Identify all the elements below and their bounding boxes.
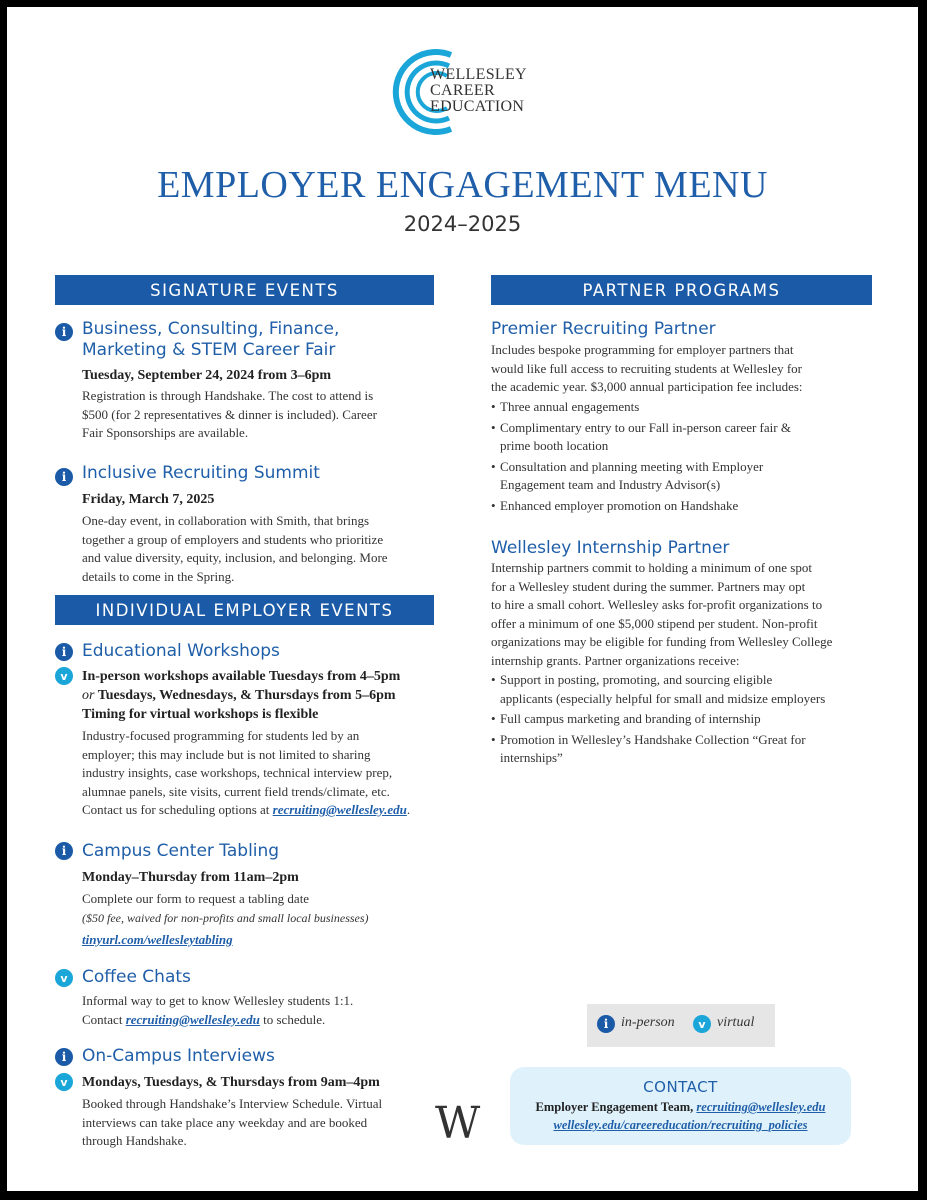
contact-text: .: [406, 802, 411, 817]
premier-partner-title: Premier Recruiting Partner: [491, 319, 716, 339]
interviews-title: On-Campus Interviews: [82, 1046, 275, 1066]
email-link[interactable]: recruiting@wellesley.edu: [125, 1011, 260, 1027]
coffee-chats-description: [82, 992, 353, 1029]
career-fair-date: Tuesday, September 24, 2024 from 3–6pm: [82, 368, 332, 383]
text-line: One-day event, in collaboration with Smith, that brings: [82, 513, 370, 528]
text-line: Complete our form to request a tabling date: [82, 891, 310, 906]
text-line: Internship partners commit to holding a minimum of one spot: [491, 560, 812, 575]
logo-text: [430, 67, 527, 115]
text-line: [82, 801, 410, 820]
list-item: [491, 398, 791, 417]
workshops-description: [82, 727, 410, 820]
text-line: • Three annual engagements: [500, 399, 640, 414]
logo-line: EDUCATION: [430, 98, 525, 115]
interviews-description: [82, 1095, 382, 1151]
in-person-icon: i: [597, 1015, 615, 1033]
contact-email-link[interactable]: recruiting@wellesley.edu: [696, 1100, 826, 1114]
virtual-icon: v: [55, 667, 73, 685]
text-line: • Promotion in Wellesley’s Handshake Collection “Great for: [500, 731, 806, 747]
legend-virtual-label: virtual: [717, 1015, 755, 1030]
summit-title: Inclusive Recruiting Summit: [82, 463, 320, 483]
logo-line: WELLESLEY: [430, 66, 527, 83]
tabling-description: [82, 890, 369, 950]
contact-text: to schedule.: [259, 1011, 326, 1027]
text-line: • Support in posting, promoting, and sourcing eligible: [500, 672, 773, 687]
text-line: the academic year. $3,000 annual participation fee includes:: [491, 379, 803, 394]
in-person-icon: i: [55, 842, 73, 860]
list-item: [491, 671, 825, 708]
tabling-time: Monday–Thursday from 11am–2pm: [82, 870, 299, 885]
email-link[interactable]: recruiting@wellesley.edu: [272, 802, 407, 817]
text-line: would like full access to recruiting students at Wellesley for: [491, 360, 802, 376]
internship-partner-title: Wellesley Internship Partner: [491, 538, 730, 558]
text-line: through Handshake.: [82, 1133, 187, 1148]
virtual-icon: v: [55, 1073, 73, 1091]
contact-box: [510, 1067, 851, 1145]
tabling-title: Campus Center Tabling: [82, 841, 280, 861]
text-line: together a group of employers and students who prioritize: [82, 531, 384, 547]
internship-partner-description: [491, 559, 832, 670]
career-fair-title-line: Marketing & STEM Career Fair: [82, 340, 336, 360]
contact-text: Contact us for scheduling options at: [82, 802, 273, 817]
text-line: [82, 1011, 353, 1030]
career-fair-description: [82, 387, 377, 443]
text-line: interviews can take place any weekday and are booked: [82, 1114, 368, 1130]
page: [7, 7, 918, 1191]
internship-partner-benefits: [491, 671, 825, 770]
in-person-icon: i: [55, 323, 73, 341]
text-line: Informal way to get to know Wellesley students 1:1.: [82, 993, 354, 1008]
text-line: Fair Sponsorships are available.: [82, 425, 249, 440]
text-line: • Consultation and planning meeting with Employer: [500, 458, 764, 474]
summit-date: Friday, March 7, 2025: [82, 492, 215, 507]
text-line: Industry-focused programming for students led by an: [82, 728, 360, 743]
workshops-time-line: Timing for virtual workshops is flexible: [82, 707, 319, 722]
in-person-icon: i: [55, 468, 73, 486]
text-line: employer; this may include but is not limited to sharing: [82, 746, 371, 762]
text-line: organizations may be eligible for funding from Wellesley College: [491, 634, 833, 649]
text-line: • Complimentary entry to our Fall in-person career fair &: [500, 419, 791, 435]
text-line: Registration is through Handshake. The cost to attend is: [82, 388, 374, 403]
premier-partner-benefits: [491, 398, 791, 517]
interviews-time: Mondays, Tuesdays, & Thursdays from 9am–4pm: [82, 1075, 380, 1090]
text-line: $500 (for 2 representatives & dinner is included). Career: [82, 406, 377, 422]
text-line: offer a minimum of one $5,000 stipend per student. Non-profit: [491, 615, 818, 631]
list-item: [491, 419, 791, 456]
text-line: industry insights, case workshops, technical interview prep,: [82, 765, 393, 780]
career-fair-title-line: Business, Consulting, Finance,: [82, 319, 340, 339]
wellesley-w-logo: W: [435, 1098, 481, 1149]
text-line: • Full campus marketing and branding of internship: [500, 711, 761, 726]
text-line: internship grants. Partner organizations receive:: [491, 652, 740, 668]
legend: [587, 1004, 775, 1047]
page-subtitle-year: 2024–2025: [403, 212, 522, 236]
signature-events-header: SIGNATURE EVENTS: [55, 275, 434, 305]
summit-description: [82, 512, 388, 586]
text-line: • Enhanced employer promotion on Handshake: [500, 497, 739, 513]
workshops-times: [82, 667, 400, 724]
workshops-time-line: [82, 686, 400, 705]
text-line: Booked through Handshake’s Interview Schedule. Virtual: [82, 1096, 383, 1111]
workshops-time-text: Tuesdays, Wednesdays, & Thursdays from 5–6pm: [94, 688, 396, 703]
career-fair-title: [82, 319, 339, 361]
contact-url-link[interactable]: wellesley.edu/careereducation/recruiting_policies: [553, 1118, 808, 1132]
workshops-title: Educational Workshops: [82, 641, 280, 661]
coffee-chats-title: Coffee Chats: [82, 967, 191, 987]
or-text: or: [82, 688, 95, 703]
virtual-icon: v: [55, 969, 73, 987]
text-line: Engagement team and Industry Advisor(s): [500, 477, 721, 492]
contact-team: Employer Engagement Team,: [535, 1100, 697, 1114]
text-line: prime booth location: [500, 438, 609, 453]
text-line: alumnae panels, site visits, current field trends/climate, etc.: [82, 783, 390, 799]
legend-in-person-label: in-person: [621, 1015, 675, 1030]
in-person-icon: i: [55, 1048, 73, 1066]
partner-programs-header: PARTNER PROGRAMS: [491, 275, 872, 305]
contact-text: Contact: [82, 1011, 126, 1027]
text-line: internships”: [500, 750, 563, 765]
contact-team-line: [510, 1100, 851, 1115]
contact-url-line: [510, 1118, 851, 1133]
list-item: [491, 458, 791, 495]
logo-line: CAREER: [430, 82, 495, 99]
virtual-icon: v: [693, 1015, 711, 1033]
text-line: to hire a small cohort. Wellesley asks for-profit organizations to: [491, 597, 823, 612]
premier-partner-description: [491, 341, 803, 397]
page-title: EMPLOYER ENGAGEMENT MENU: [157, 164, 768, 206]
list-item: [491, 710, 825, 729]
in-person-icon: i: [55, 643, 73, 661]
list-item: [491, 497, 791, 516]
individual-events-header: INDIVIDUAL EMPLOYER EVENTS: [55, 595, 434, 625]
contact-header: CONTACT: [643, 1078, 718, 1096]
text-line: for a Wellesley student during the summer. Partners may opt: [491, 578, 806, 594]
text-line: Includes bespoke programming for employer partners that: [491, 342, 794, 357]
text-line: and value diversity, equity, inclusion, and belonging. More: [82, 550, 388, 565]
text-line: applicants (especially helpful for small and midsize employers: [500, 690, 826, 706]
list-item: [491, 731, 825, 768]
tabling-link[interactable]: tinyurl.com/wellesleytabling: [82, 932, 233, 947]
text-line: details to come in the Spring.: [82, 568, 235, 584]
tabling-fee: ($50 fee, waived for non-profits and small local businesses): [82, 910, 369, 925]
workshops-time-line: In-person workshops available Tuesdays from 4–5pm: [82, 669, 401, 684]
